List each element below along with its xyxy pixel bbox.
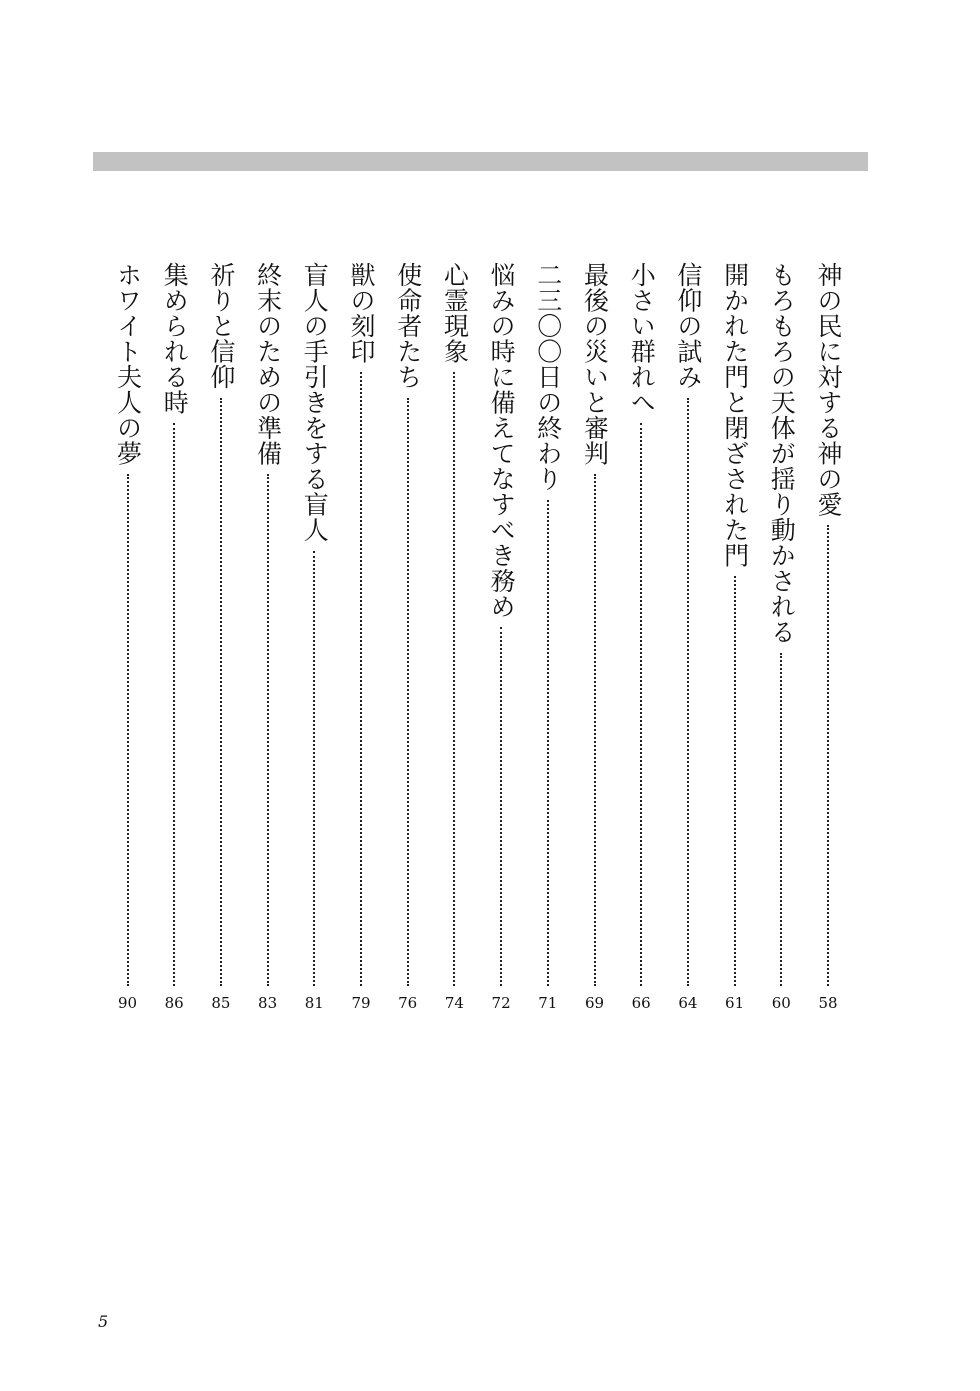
dot-leader [827, 525, 829, 986]
toc-entry[interactable] [159, 262, 189, 986]
toc-entry-title: ホワイト夫人の夢 [113, 262, 143, 466]
dot-leader [734, 576, 736, 986]
toc-entry[interactable] [206, 262, 236, 986]
toc-entry[interactable] [813, 262, 843, 986]
dot-leader [547, 500, 549, 987]
toc-entry[interactable] [299, 262, 329, 986]
toc-entry-title: 二三〇〇日の終わり [533, 262, 563, 492]
toc-entry[interactable] [393, 262, 423, 986]
toc-entry-title: 開かれた門と閉ざされた門 [720, 262, 750, 568]
toc-entry[interactable] [439, 262, 469, 986]
toc-entry-title: 盲人の手引きをする盲人 [300, 262, 330, 543]
toc-entry-title: 悩みの時に備えてなすべき務め [487, 262, 517, 619]
toc-entry-page: 66 [631, 994, 651, 1012]
toc-entry[interactable] [766, 262, 796, 986]
toc-entry-page: 72 [491, 994, 511, 1012]
dot-leader [500, 627, 502, 986]
dot-leader [220, 398, 222, 987]
dot-leader [313, 551, 315, 987]
toc-entry-title: 獣の刻印 [347, 262, 376, 364]
toc-entry-title: 神の民に対する神の愛 [814, 262, 843, 517]
toc-entry-page: 61 [725, 994, 745, 1012]
toc-entry-title: もろもろの天体が揺り動かされる [767, 262, 797, 645]
dot-leader [687, 398, 689, 987]
toc-entry[interactable] [113, 262, 143, 986]
toc-entry[interactable] [486, 262, 516, 986]
dot-leader [594, 474, 596, 986]
dot-leader [127, 474, 129, 986]
toc-entry[interactable] [720, 262, 750, 986]
toc-entry-page: 86 [164, 994, 184, 1012]
toc-entry-page: 74 [444, 994, 464, 1012]
toc-entry-title: 祈りと信仰 [206, 262, 236, 390]
dot-leader [173, 423, 175, 986]
toc-entry-page: 64 [678, 994, 698, 1012]
toc-entry[interactable] [626, 262, 656, 986]
toc-entry-page: 81 [304, 994, 324, 1012]
dot-leader [640, 423, 642, 986]
toc-entry-title: 心霊現象 [440, 262, 470, 364]
toc-entry-title: 小さい群れへ [627, 262, 657, 415]
page-number: 5 [98, 1312, 109, 1331]
toc-entry[interactable] [580, 262, 610, 986]
toc-entry-title: 終末のための準備 [253, 262, 283, 466]
toc-entry-page: 60 [771, 994, 791, 1012]
toc-entry[interactable] [673, 262, 703, 986]
header-bar [93, 152, 868, 171]
toc-entry[interactable] [533, 262, 563, 986]
toc-entry-title: 最後の災いと審判 [580, 262, 610, 466]
toc-entry-page: 69 [584, 994, 605, 1012]
toc-entry-page: 71 [538, 994, 558, 1012]
toc-entry-page: 83 [258, 994, 278, 1012]
toc-entry-page: 85 [211, 994, 231, 1012]
dot-leader [407, 398, 409, 987]
toc-entry-page: 76 [398, 994, 418, 1012]
toc-entry-title: 使命者たち [393, 262, 423, 390]
toc-entry-title: 集められる時 [160, 262, 190, 415]
dot-leader [360, 372, 362, 986]
toc-entry-title: 信仰の試み [673, 262, 703, 390]
dot-leader [267, 474, 269, 986]
toc-entry-page: 79 [351, 994, 371, 1012]
dot-leader [453, 372, 455, 986]
toc-entry-page: 90 [117, 994, 138, 1012]
dot-leader [780, 653, 782, 987]
toc-entry-page: 58 [818, 994, 838, 1012]
toc-entry[interactable] [253, 262, 283, 986]
toc-entry[interactable] [346, 262, 376, 986]
